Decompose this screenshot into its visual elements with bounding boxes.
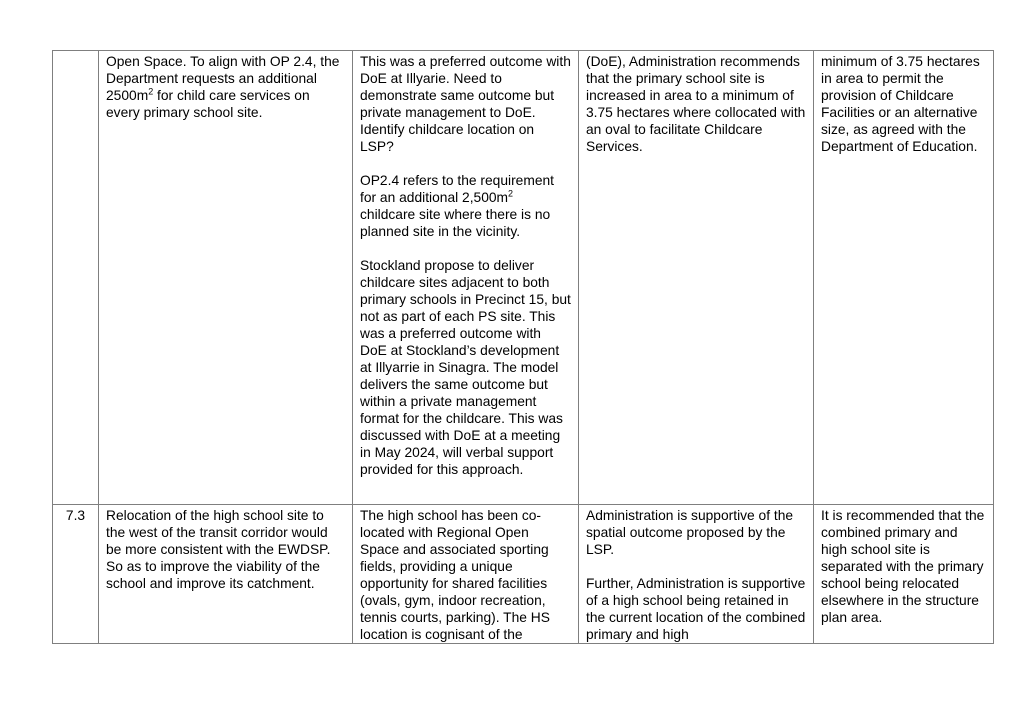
item-number-cell: [53, 505, 99, 644]
paragraph: (DoE), Administration recommends that the primary school site is increased in area to a minimum of 3.75 hectares where collocated with an oval to facilitate Childcare Services.: [586, 54, 806, 154]
submission-cell: [99, 51, 353, 505]
paragraph: Open Space. To align with OP 2.4, the Department requests an additional $2500m^2$ for child care services on every primary school site.: [106, 54, 340, 120]
paragraph: Further, Administration is supportive of a high school being retained in the current location of the combined primary and high: [586, 576, 806, 642]
paragraph: This was a preferred outcome with DoE at Illyarie. Need to demonstrate same outcome but private management to DoE. Identify childcare location on LSP?: [360, 54, 571, 154]
recommendation-cell: [814, 51, 994, 505]
recommendation-cell: [814, 505, 994, 644]
paragraph: Relocation of the high school site to the west of the transit corridor would be more consistent with the EWDSP. So as to improve the viability of the school and improve its catchment.: [106, 508, 331, 591]
paragraph: The high school has been co-located with Regional Open Space and associated sporting fields, providing a unique opportunity for shared facilities (ovals, gym, indoor recreation, tennis courts, parking). The HS location is cognisant of the: [360, 508, 550, 642]
comments-table: [52, 50, 994, 644]
paragraph: Administration is supportive of the spatial outcome proposed by the LSP.: [586, 508, 794, 557]
paragraph: Stockland propose to deliver childcare sites adjacent to both primary schools in Precinct 15, but not as part of each PS site. This was a preferred outcome with DoE at Stockland’s development at Illyarrie in Sinagra. The model delivers the same outcome but within a private management format for the childcare. This was discussed with DoE at a meeting in May 2024, will verbal support provided for this approach.: [360, 258, 571, 477]
item-number-cell: [53, 51, 99, 505]
proponent-response-cell: [353, 51, 579, 505]
table-row: [53, 51, 994, 505]
paragraph: It is recommended that the combined primary and high school site is separated with the primary school being relocated elsewhere in the structure plan area.: [821, 508, 985, 625]
administration-comment-cell: [579, 505, 814, 644]
paragraph: OP2.4 refers to the requirement for an additional $2,500m^2$ childcare site where there is no planned site in the vicinity.: [360, 173, 555, 239]
table-row: [53, 505, 994, 644]
paragraph: minimum of 3.75 hectares in area to permit the provision of Childcare Facilities or an alternative size, as agreed with the Department of Education.: [821, 54, 980, 154]
administration-comment-cell: [579, 51, 814, 505]
submission-cell: [99, 505, 353, 644]
item-number: 7.3: [65, 508, 86, 523]
proponent-response-cell: [353, 505, 579, 644]
